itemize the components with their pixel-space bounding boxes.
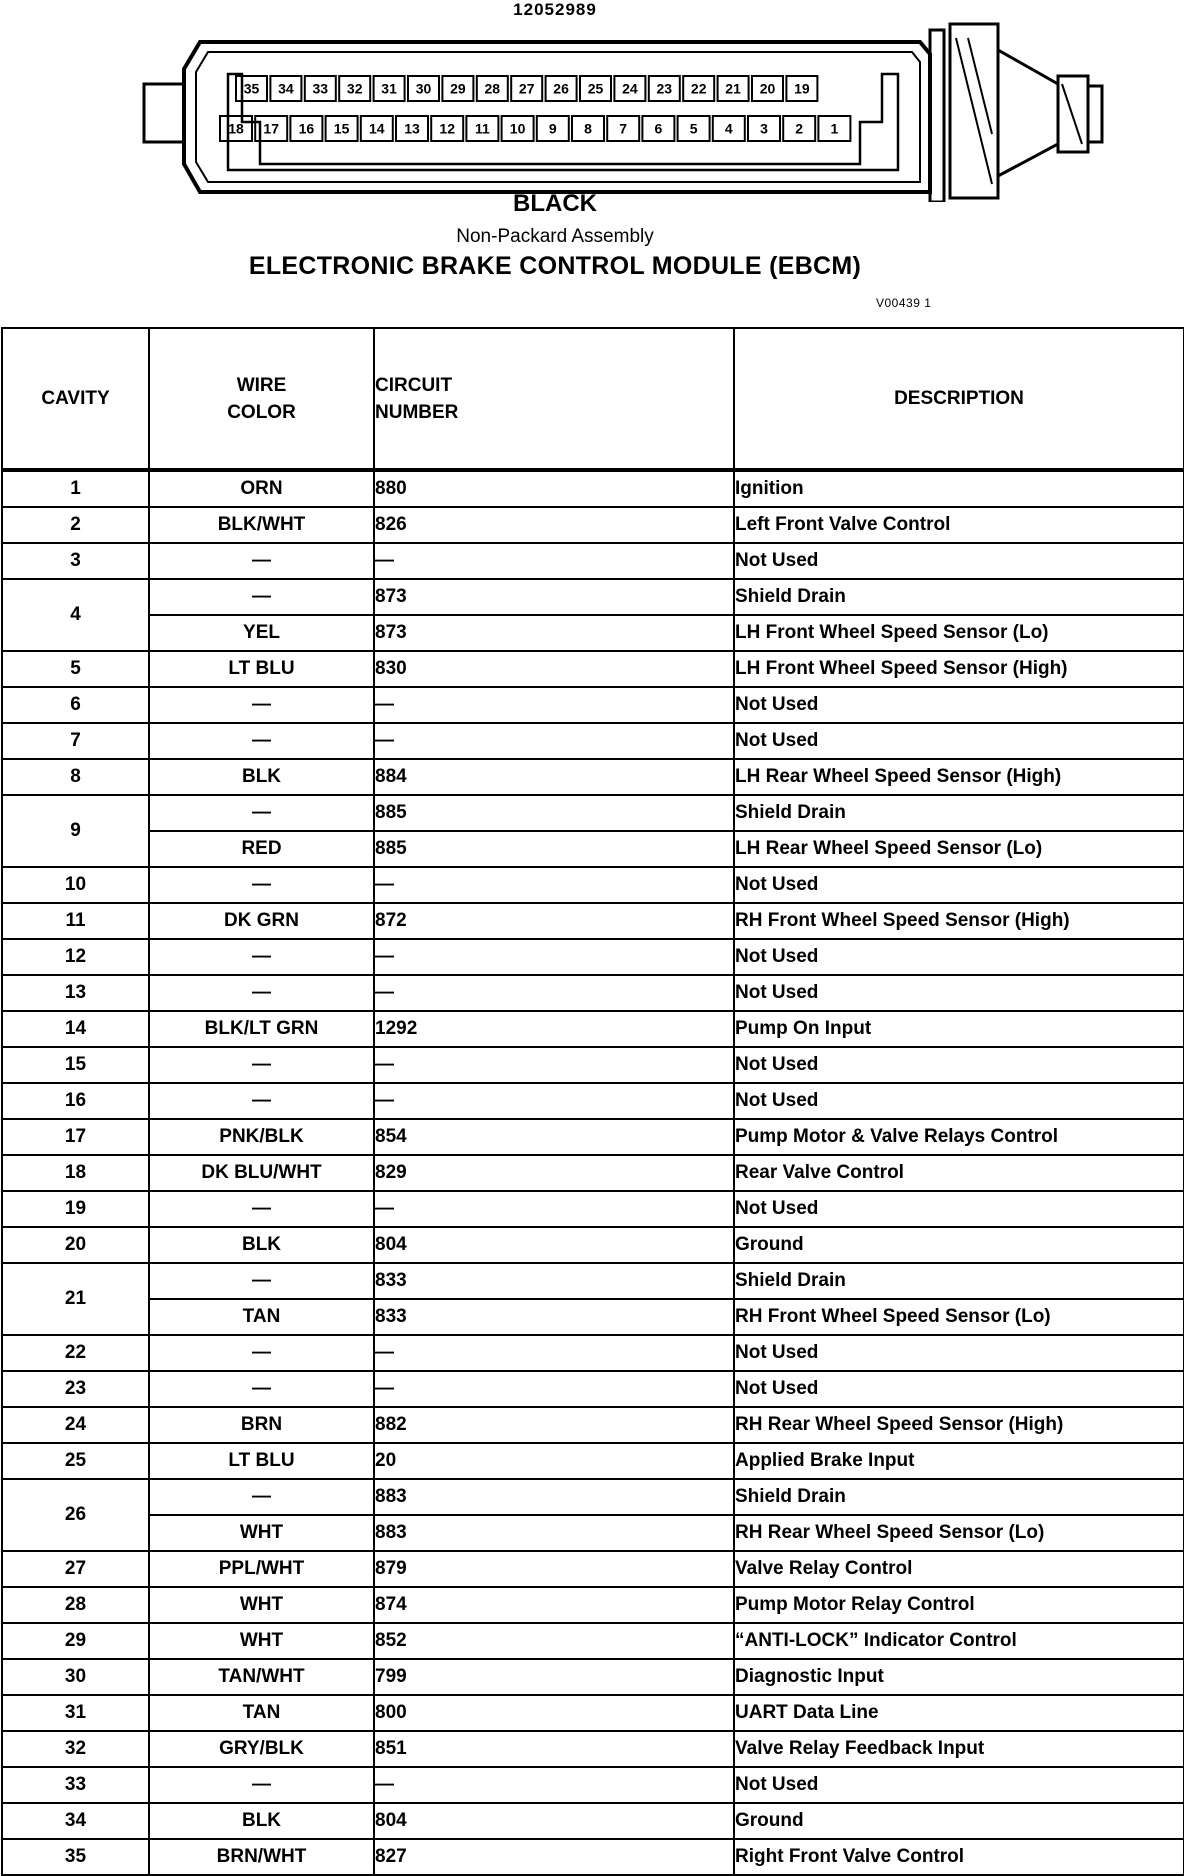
- circuit-number-cell: —: [374, 1047, 734, 1083]
- part-number: 12052989: [513, 0, 597, 19]
- cavity-cell: 1: [2, 470, 149, 507]
- description-cell: Pump On Input: [734, 1011, 1184, 1047]
- pin-number-label: 29: [450, 80, 466, 97]
- description-cell: Not Used: [734, 867, 1184, 903]
- description-cell: UART Data Line: [734, 1695, 1184, 1731]
- header-circuit-line1: CIRCUIT: [375, 374, 453, 396]
- description-cell: Not Used: [734, 687, 1184, 723]
- pin-number-label: 14: [369, 120, 385, 137]
- wire-color-cell: —: [149, 1371, 374, 1407]
- pin-number-label: 17: [263, 120, 279, 137]
- table-row: [2, 1011, 1184, 1047]
- wire-color-cell: —: [149, 543, 374, 579]
- wire-color-cell: TAN: [149, 1299, 374, 1335]
- description-cell: Not Used: [734, 1767, 1184, 1803]
- circuit-number-cell: 827: [374, 1839, 734, 1875]
- table-row: [2, 1767, 1184, 1803]
- table-row: [2, 1479, 1184, 1515]
- table-row: [2, 1263, 1184, 1299]
- wire-color-cell: WHT: [149, 1623, 374, 1659]
- wire-color-cell: —: [149, 1191, 374, 1227]
- description-cell: Shield Drain: [734, 795, 1184, 831]
- circuit-number-cell: 880: [374, 470, 734, 507]
- pin-number-label: 35: [243, 80, 260, 97]
- cavity-cell: 35: [2, 1839, 149, 1875]
- wire-color-cell: —: [149, 687, 374, 723]
- back-shell-flange: [930, 30, 944, 202]
- pin-number-label: 22: [690, 80, 707, 97]
- pin-number-label: 12: [439, 120, 455, 137]
- wire-color-cell: DK BLU/WHT: [149, 1155, 374, 1191]
- cavity-cell: 4: [2, 579, 149, 651]
- table-row: [2, 1695, 1184, 1731]
- wire-color-cell: —: [149, 975, 374, 1011]
- assembly-label: Non-Packard Assembly: [456, 226, 654, 247]
- pin-row-top: [236, 76, 817, 101]
- pin-number-label: 26: [553, 80, 569, 97]
- pin-number-label: 30: [415, 80, 432, 97]
- table-header-row: [2, 328, 1184, 470]
- connector-color: BLACK: [513, 190, 597, 217]
- pin-number-label: 9: [548, 120, 557, 137]
- circuit-number-cell: 804: [374, 1227, 734, 1263]
- table-row: [2, 1803, 1184, 1839]
- description-cell: Diagnostic Input: [734, 1659, 1184, 1695]
- description-cell: Shield Drain: [734, 1479, 1184, 1515]
- description-cell: RH Front Wheel Speed Sensor (High): [734, 903, 1184, 939]
- pin-number-label: 32: [346, 80, 363, 97]
- table-row: [2, 723, 1184, 759]
- wire-color-cell: —: [149, 867, 374, 903]
- description-cell: RH Front Wheel Speed Sensor (Lo): [734, 1299, 1184, 1335]
- wire-color-cell: BLK: [149, 759, 374, 795]
- pin-number-label: 33: [312, 80, 329, 97]
- circuit-number-cell: —: [374, 1335, 734, 1371]
- cavity-cell: 15: [2, 1047, 149, 1083]
- description-cell: Rear Valve Control: [734, 1155, 1184, 1191]
- table-row: [2, 1443, 1184, 1479]
- description-cell: “ANTI-LOCK” Indicator Control: [734, 1623, 1184, 1659]
- cavity-cell: 5: [2, 651, 149, 687]
- left-latch: [144, 84, 184, 142]
- pinout-table-body: [2, 470, 1184, 1875]
- description-cell: Not Used: [734, 543, 1184, 579]
- table-row: [2, 615, 1184, 651]
- table-row: [2, 1371, 1184, 1407]
- circuit-number-cell: 852: [374, 1623, 734, 1659]
- table-row: [2, 867, 1184, 903]
- circuit-number-cell: 885: [374, 795, 734, 831]
- table-row: [2, 1119, 1184, 1155]
- pin-number-label: 25: [587, 80, 604, 97]
- pin-number-label: 2: [795, 120, 804, 137]
- header-description: DESCRIPTION: [734, 328, 1184, 470]
- cavity-cell: 14: [2, 1011, 149, 1047]
- circuit-number-cell: 854: [374, 1119, 734, 1155]
- table-row: [2, 651, 1184, 687]
- circuit-number-cell: 885: [374, 831, 734, 867]
- wire-color-cell: TAN/WHT: [149, 1659, 374, 1695]
- description-cell: Right Front Valve Control: [734, 1839, 1184, 1875]
- cavity-cell: 9: [2, 795, 149, 867]
- pin-number-label: 7: [619, 120, 628, 137]
- table-row: [2, 1227, 1184, 1263]
- pin-number-label: 11: [474, 120, 490, 137]
- circuit-number-cell: 883: [374, 1515, 734, 1551]
- table-row: [2, 1731, 1184, 1767]
- wire-color-cell: —: [149, 1047, 374, 1083]
- cavity-cell: 29: [2, 1623, 149, 1659]
- pin-number-label: 15: [333, 120, 350, 137]
- wire-color-cell: YEL: [149, 615, 374, 651]
- pin-number-label: 10: [509, 120, 526, 137]
- cavity-cell: 21: [2, 1263, 149, 1335]
- circuit-number-cell: 829: [374, 1155, 734, 1191]
- description-cell: Not Used: [734, 1191, 1184, 1227]
- circuit-number-cell: 873: [374, 615, 734, 651]
- description-cell: Not Used: [734, 939, 1184, 975]
- table-row: [2, 975, 1184, 1011]
- table-row: [2, 1335, 1184, 1371]
- circuit-number-cell: 874: [374, 1587, 734, 1623]
- table-row: [2, 1587, 1184, 1623]
- circuit-number-cell: 826: [374, 507, 734, 543]
- cavity-cell: 11: [2, 903, 149, 939]
- circuit-number-cell: —: [374, 1767, 734, 1803]
- table-row: [2, 1659, 1184, 1695]
- circuit-number-cell: 1292: [374, 1011, 734, 1047]
- pin-number-label: 16: [298, 120, 315, 137]
- description-cell: Pump Motor Relay Control: [734, 1587, 1184, 1623]
- pin-number-label: 8: [584, 120, 592, 137]
- table-row: [2, 543, 1184, 579]
- table-row: [2, 831, 1184, 867]
- pin-number-label: 4: [724, 120, 733, 137]
- cavity-cell: 3: [2, 543, 149, 579]
- table-row: [2, 579, 1184, 615]
- circuit-number-cell: 804: [374, 1803, 734, 1839]
- table-row: [2, 470, 1184, 507]
- cavity-cell: 24: [2, 1407, 149, 1443]
- wire-color-cell: BLK/LT GRN: [149, 1011, 374, 1047]
- cavity-cell: 20: [2, 1227, 149, 1263]
- pin-number-label: 3: [760, 120, 768, 137]
- pin-number-label: 6: [654, 120, 663, 137]
- wire-color-cell: PNK/BLK: [149, 1119, 374, 1155]
- header-wire-line1: WIRE: [236, 374, 287, 396]
- wire-color-cell: ORN: [149, 470, 374, 507]
- circuit-number-cell: 879: [374, 1551, 734, 1587]
- header-circuit-line2: NUMBER: [375, 401, 459, 423]
- description-cell: Not Used: [734, 975, 1184, 1011]
- table-row: [2, 1551, 1184, 1587]
- cavity-cell: 25: [2, 1443, 149, 1479]
- cavity-cell: 8: [2, 759, 149, 795]
- header-wire-line2: COLOR: [227, 401, 296, 423]
- wire-color-cell: PPL/WHT: [149, 1551, 374, 1587]
- cavity-cell: 31: [2, 1695, 149, 1731]
- header-cavity: CAVITY: [2, 328, 149, 470]
- table-row: [2, 903, 1184, 939]
- circuit-number-cell: —: [374, 1083, 734, 1119]
- wire-color-cell: —: [149, 579, 374, 615]
- circuit-number-cell: 20: [374, 1443, 734, 1479]
- description-cell: Not Used: [734, 1083, 1184, 1119]
- pin-number-label: 5: [689, 120, 698, 137]
- description-cell: Not Used: [734, 1371, 1184, 1407]
- pin-number-label: 19: [794, 80, 810, 97]
- cavity-cell: 33: [2, 1767, 149, 1803]
- description-cell: Not Used: [734, 723, 1184, 759]
- table-row: [2, 1083, 1184, 1119]
- pin-row-bottom: [220, 116, 850, 141]
- circuit-number-cell: 799: [374, 1659, 734, 1695]
- table-row: [2, 759, 1184, 795]
- connector-diagram: [130, 14, 1130, 202]
- wire-color-cell: RED: [149, 831, 374, 867]
- module-title: ELECTRONIC BRAKE CONTROL MODULE (EBCM): [248, 252, 862, 280]
- table-row: [2, 1191, 1184, 1227]
- table-row: [2, 1839, 1184, 1875]
- table-row: [2, 1623, 1184, 1659]
- cavity-cell: 32: [2, 1731, 149, 1767]
- circuit-number-cell: 851: [374, 1731, 734, 1767]
- wire-color-cell: —: [149, 1767, 374, 1803]
- cavity-cell: 10: [2, 867, 149, 903]
- table-row: [2, 1155, 1184, 1191]
- circuit-number-cell: 873: [374, 579, 734, 615]
- pin-number-label: 1: [830, 120, 839, 137]
- circuit-number-cell: 884: [374, 759, 734, 795]
- wire-color-cell: —: [149, 795, 374, 831]
- wire-color-cell: BLK/WHT: [149, 507, 374, 543]
- pin-number-label: 34: [278, 80, 294, 97]
- pin-number-label: 31: [381, 80, 397, 97]
- table-row: [2, 1407, 1184, 1443]
- wire-color-cell: —: [149, 1335, 374, 1371]
- circuit-number-cell: —: [374, 1191, 734, 1227]
- table-row: [2, 1047, 1184, 1083]
- wire-color-cell: —: [149, 1263, 374, 1299]
- pin-number-label: 28: [484, 80, 501, 97]
- wire-color-cell: —: [149, 723, 374, 759]
- cavity-cell: 27: [2, 1551, 149, 1587]
- pin-number-label: 18: [228, 120, 244, 137]
- circuit-number-cell: —: [374, 939, 734, 975]
- cavity-cell: 7: [2, 723, 149, 759]
- table-row: [2, 939, 1184, 975]
- wire-color-cell: GRY/BLK: [149, 1731, 374, 1767]
- cavity-cell: 23: [2, 1371, 149, 1407]
- description-cell: Left Front Valve Control: [734, 507, 1184, 543]
- description-cell: RH Rear Wheel Speed Sensor (Lo): [734, 1515, 1184, 1551]
- cavity-cell: 17: [2, 1119, 149, 1155]
- description-cell: Applied Brake Input: [734, 1443, 1184, 1479]
- circuit-number-cell: 883: [374, 1479, 734, 1515]
- wire-color-cell: —: [149, 1479, 374, 1515]
- circuit-number-cell: —: [374, 543, 734, 579]
- pin-number-label: 27: [518, 80, 535, 97]
- description-cell: Pump Motor & Valve Relays Control: [734, 1119, 1184, 1155]
- description-cell: LH Rear Wheel Speed Sensor (High): [734, 759, 1184, 795]
- pin-number-label: 13: [404, 120, 420, 137]
- pin-number-label: 24: [622, 80, 638, 97]
- wire-color-cell: WHT: [149, 1587, 374, 1623]
- circuit-number-cell: —: [374, 687, 734, 723]
- circuit-number-cell: 830: [374, 651, 734, 687]
- circuit-number-cell: —: [374, 723, 734, 759]
- description-cell: LH Rear Wheel Speed Sensor (Lo): [734, 831, 1184, 867]
- circuit-number-cell: —: [374, 1371, 734, 1407]
- cavity-cell: 2: [2, 507, 149, 543]
- cable-end: [1088, 86, 1102, 142]
- cavity-cell: 28: [2, 1587, 149, 1623]
- table-row: [2, 1515, 1184, 1551]
- wire-color-cell: BRN: [149, 1407, 374, 1443]
- circuit-number-cell: 872: [374, 903, 734, 939]
- description-cell: LH Front Wheel Speed Sensor (High): [734, 651, 1184, 687]
- circuit-number-cell: 833: [374, 1299, 734, 1335]
- wire-color-cell: WHT: [149, 1515, 374, 1551]
- description-cell: Valve Relay Control: [734, 1551, 1184, 1587]
- description-cell: Ground: [734, 1227, 1184, 1263]
- description-cell: Ground: [734, 1803, 1184, 1839]
- wire-color-cell: DK GRN: [149, 903, 374, 939]
- reference-code: V00439 1: [876, 296, 932, 310]
- description-cell: Not Used: [734, 1047, 1184, 1083]
- wire-color-cell: —: [149, 939, 374, 975]
- header-wire-color: [149, 328, 374, 470]
- wire-color-cell: TAN: [149, 1695, 374, 1731]
- table-row: [2, 687, 1184, 723]
- cavity-cell: 22: [2, 1335, 149, 1371]
- wire-color-cell: LT BLU: [149, 1443, 374, 1479]
- cavity-cell: 19: [2, 1191, 149, 1227]
- cavity-cell: 26: [2, 1479, 149, 1551]
- cavity-cell: 12: [2, 939, 149, 975]
- description-cell: RH Rear Wheel Speed Sensor (High): [734, 1407, 1184, 1443]
- table-row: [2, 507, 1184, 543]
- description-cell: Shield Drain: [734, 579, 1184, 615]
- cavity-cell: 16: [2, 1083, 149, 1119]
- cavity-cell: 34: [2, 1803, 149, 1839]
- circuit-number-cell: —: [374, 975, 734, 1011]
- pinout-table: [1, 327, 1184, 1876]
- cable-taper: [998, 50, 1058, 176]
- wire-color-cell: BLK: [149, 1227, 374, 1263]
- cavity-cell: 13: [2, 975, 149, 1011]
- cavity-cell: 18: [2, 1155, 149, 1191]
- table-row: [2, 795, 1184, 831]
- cavity-cell: 6: [2, 687, 149, 723]
- pin-number-label: 21: [725, 80, 741, 97]
- wire-color-cell: BLK: [149, 1803, 374, 1839]
- pin-number-label: 23: [656, 80, 673, 97]
- description-cell: Valve Relay Feedback Input: [734, 1731, 1184, 1767]
- circuit-number-cell: 882: [374, 1407, 734, 1443]
- circuit-number-cell: —: [374, 867, 734, 903]
- wire-color-cell: BRN/WHT: [149, 1839, 374, 1875]
- description-cell: Shield Drain: [734, 1263, 1184, 1299]
- cavity-cell: 30: [2, 1659, 149, 1695]
- table-row: [2, 1299, 1184, 1335]
- description-cell: Not Used: [734, 1335, 1184, 1371]
- circuit-number-cell: 833: [374, 1263, 734, 1299]
- pin-number-label: 20: [759, 80, 776, 97]
- wire-color-cell: LT BLU: [149, 651, 374, 687]
- description-cell: LH Front Wheel Speed Sensor (Lo): [734, 615, 1184, 651]
- description-cell: Ignition: [734, 470, 1184, 507]
- header-circuit-number: [374, 328, 734, 470]
- wire-color-cell: —: [149, 1083, 374, 1119]
- circuit-number-cell: 800: [374, 1695, 734, 1731]
